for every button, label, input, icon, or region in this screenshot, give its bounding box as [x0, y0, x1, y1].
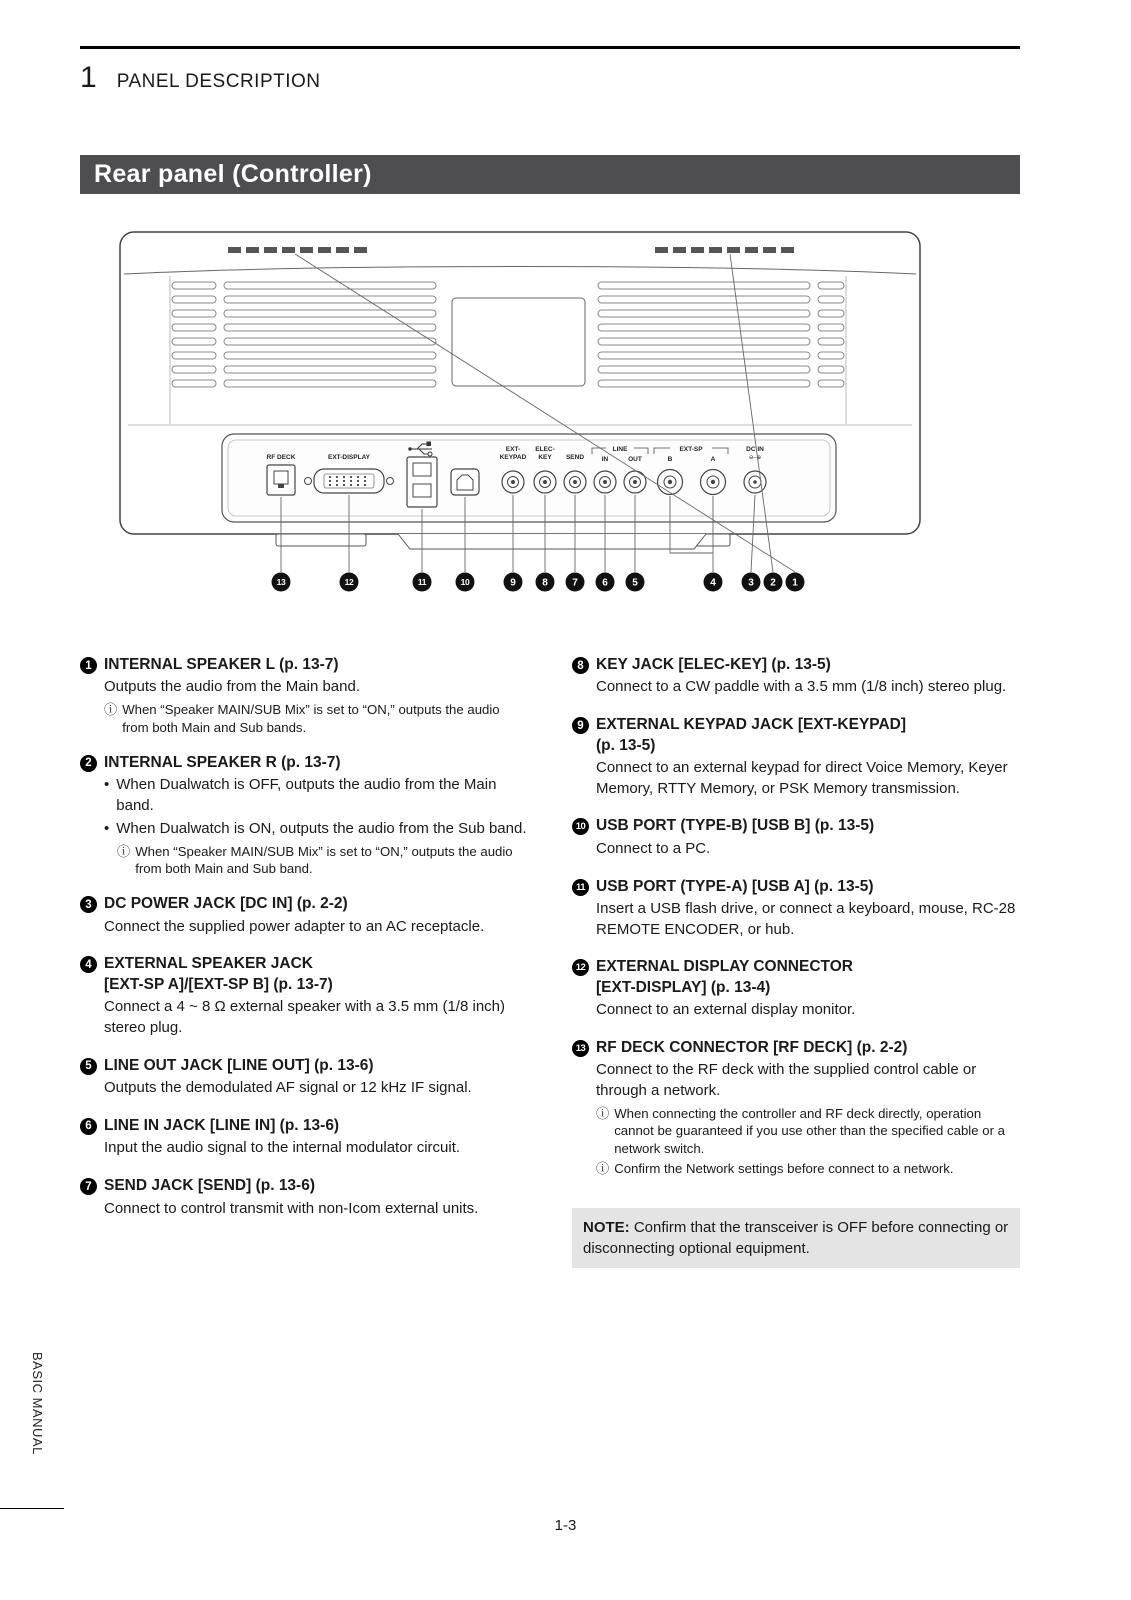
- desc-item-1: [80, 655, 528, 736]
- desc-item-13: [572, 1038, 1020, 1178]
- item-title: LINE IN JACK [LINE IN] (p. 13-6): [104, 1116, 340, 1134]
- info-icon: ⓘ: [104, 702, 118, 718]
- svg-text:4: 4: [710, 577, 716, 589]
- left-column: [80, 655, 528, 1268]
- svg-text:10: 10: [460, 577, 470, 588]
- callout-12: [340, 573, 359, 592]
- ext-display-label: EXT-DISPLAY: [327, 454, 371, 461]
- svg-text:5: 5: [632, 577, 638, 589]
- callout-5: [626, 573, 645, 592]
- send-jack: [564, 454, 586, 493]
- item-number-badge: 11: [572, 879, 589, 896]
- item-title: DC POWER JACK [DC IN] (p. 2-2): [104, 895, 348, 913]
- desc-item-2: [80, 753, 528, 877]
- elec-key-label-bottom: KEY: [538, 454, 552, 461]
- item-title: USB PORT (TYPE-B) [USB B] (p. 13-5): [596, 817, 875, 835]
- section-title: Rear panel (Controller): [94, 160, 372, 188]
- info-text: When “Speaker MAIN/SUB Mix” is set to “ON,” outputs the audio from both Main and Sub band.: [135, 843, 513, 876]
- item-text: Connect to an external display monitor.: [596, 1001, 856, 1019]
- bullet-text: • When Dualwatch is ON, outputs the audio from the Sub band.: [116, 819, 527, 837]
- note-label: NOTE:: [583, 1218, 630, 1236]
- desc-item-3: [80, 894, 528, 937]
- item-number-badge: 8: [572, 657, 589, 674]
- item-text: Connect to the RF deck with the supplied control cable or through a network.: [596, 1061, 977, 1100]
- line-out-label: OUT: [628, 456, 642, 463]
- svg-text:11: 11: [417, 577, 427, 588]
- rear-panel-figure: [80, 220, 1000, 620]
- bullet-item: [104, 775, 528, 816]
- item-number-badge: 7: [80, 1178, 97, 1195]
- desc-item-6: [80, 1116, 528, 1159]
- side-tab-label: BASIC MANUAL: [30, 1352, 45, 1455]
- item-text: Input the audio signal to the internal modulator circuit.: [104, 1139, 461, 1157]
- callouts: [272, 573, 805, 592]
- item-title: INTERNAL SPEAKER R (p. 13-7): [104, 753, 341, 771]
- info-icon: ⓘ: [596, 1161, 610, 1177]
- chapter-number: 1: [80, 61, 97, 94]
- desc-item-12: [572, 957, 1020, 1021]
- rf-deck-label: RF DECK: [266, 454, 296, 461]
- dc-polarity-label: ⊖–⊕: [748, 455, 762, 461]
- item-number-badge: 5: [80, 1058, 97, 1075]
- item-text: Connect to a CW paddle with a 3.5 mm (1/8 inch) stereo plug.: [596, 678, 1007, 696]
- item-title: EXTERNAL KEYPAD JACK [EXT-KEYPAD]: [596, 716, 907, 734]
- callout-6: [596, 573, 615, 592]
- item-number-badge: 9: [572, 717, 589, 734]
- item-text: Outputs the demodulated AF signal or 12 kHz IF signal.: [104, 1079, 472, 1097]
- note-box: [572, 1208, 1020, 1268]
- item-text: Connect to control transmit with non-Icom external units.: [104, 1199, 479, 1217]
- callout-8: [536, 573, 555, 592]
- item-title: LINE OUT JACK [LINE OUT] (p. 13-6): [104, 1056, 374, 1074]
- center-panel: [452, 298, 585, 386]
- elec-key-label-top: ELEC-: [535, 446, 555, 453]
- side-rule: [0, 1508, 64, 1509]
- section-title-bar: [80, 155, 1020, 194]
- item-text: Connect a 4 ~ 8 Ω external speaker with a 3.5 mm (1/8 inch) stereo plug.: [104, 998, 505, 1037]
- ext-keypad-label-bottom: KEYPAD: [499, 454, 527, 461]
- info-icon: ⓘ: [596, 1105, 610, 1121]
- item-number-badge: 4: [80, 956, 97, 973]
- ext-sp-group-label: EXT-SP: [679, 446, 703, 453]
- item-number-badge: 12: [572, 959, 589, 976]
- desc-item-4: [80, 954, 528, 1038]
- ext-sp-a-jack: [701, 470, 726, 495]
- send-label: SEND: [565, 454, 585, 461]
- desc-item-10: [572, 816, 1020, 859]
- svg-text:2: 2: [770, 577, 776, 589]
- chapter-heading: [80, 61, 1020, 95]
- svg-text:8: 8: [542, 577, 548, 589]
- item-number-badge: 3: [80, 896, 97, 913]
- ext-sp-b-jack: [658, 470, 683, 495]
- rear-panel-diagram: [80, 220, 1020, 625]
- callout-2: [764, 573, 783, 592]
- item-text: Connect to a PC.: [596, 839, 711, 857]
- item-title-line2: [EXT-DISPLAY] (p. 13-4): [596, 978, 771, 996]
- line-in-label: IN: [601, 456, 609, 463]
- line-group-label: LINE: [612, 446, 628, 453]
- info-text: Confirm the Network settings before connect to a network.: [614, 1161, 954, 1177]
- usb-b-port: [451, 469, 479, 495]
- item-text: Connect to an external keypad for direct Voice Memory, Keyer Memory, RTTY Memory, or PSK Memory transmission.: [596, 759, 1008, 797]
- desc-item-8: [572, 655, 1020, 698]
- desc-item-11: [572, 877, 1020, 941]
- svg-text:1: 1: [792, 577, 798, 589]
- callout-7: [566, 573, 585, 592]
- usb-a-ports: [407, 457, 437, 507]
- item-number-badge: 1: [80, 657, 97, 674]
- line-out-jack: [624, 471, 646, 493]
- item-title: EXTERNAL SPEAKER JACK: [104, 955, 314, 973]
- unit-feet: [276, 534, 730, 549]
- item-title: EXTERNAL DISPLAY CONNECTOR: [596, 958, 853, 976]
- item-text: Connect the supplied power adapter to an AC receptacle.: [104, 917, 485, 935]
- callout-1: [786, 573, 805, 592]
- item-title: SEND JACK [SEND] (p. 13-6): [104, 1177, 315, 1195]
- item-number-badge: 2: [80, 755, 97, 772]
- svg-text:3: 3: [748, 577, 754, 589]
- info-text: When connecting the controller and RF deck directly, operation cannot be guaranteed if you use other than the specified cable or a network switch.: [614, 1105, 1005, 1156]
- item-title: INTERNAL SPEAKER L (p. 13-7): [104, 656, 339, 673]
- callout-4: [704, 573, 723, 592]
- header-rule: [80, 46, 1020, 49]
- callout-13: [272, 573, 291, 592]
- bullet-item: [104, 819, 528, 840]
- svg-text:13: 13: [276, 577, 286, 588]
- item-title: USB PORT (TYPE-A) [USB A] (p. 13-5): [596, 877, 874, 895]
- item-number-badge: 6: [80, 1118, 97, 1135]
- svg-text:7: 7: [572, 577, 578, 589]
- item-title: RF DECK CONNECTOR [RF DECK] (p. 2-2): [596, 1038, 908, 1056]
- item-title-line2: [EXT-SP A]/[EXT-SP B] (p. 13-7): [104, 975, 333, 993]
- item-number-badge: 10: [572, 818, 589, 835]
- info-text: When “Speaker MAIN/SUB Mix” is set to “ON,” outputs the audio from both Main and Sub bands.: [122, 702, 500, 735]
- bullet-text: • When Dualwatch is OFF, outputs the audio from the Main band.: [116, 776, 497, 815]
- ext-keypad-label-top: EXT-: [505, 446, 521, 453]
- callout-10: [456, 573, 475, 592]
- item-title-line2: (p. 13-5): [596, 736, 656, 754]
- desc-item-5: [80, 1056, 528, 1099]
- rf-deck-jack: [267, 454, 296, 495]
- info-note: [104, 701, 528, 736]
- svg-text:9: 9: [510, 577, 516, 589]
- svg-text:6: 6: [602, 577, 608, 589]
- right-column: [572, 655, 1020, 1268]
- chapter-title: PANEL DESCRIPTION: [116, 71, 321, 92]
- note-text: Confirm that the transceiver is OFF before connecting or disconnecting optional equipment.: [583, 1218, 1009, 1257]
- callout-11: [413, 573, 432, 592]
- desc-item-7: [80, 1176, 528, 1219]
- svg-text:12: 12: [344, 577, 354, 588]
- ext-sp-b-label: B: [667, 456, 673, 463]
- item-text: Insert a USB flash drive, or connect a keyboard, mouse, RC-28 REMOTE ENCODER, or hub.: [596, 900, 1016, 938]
- line-in-jack: [594, 471, 616, 493]
- info-note: [596, 1105, 1020, 1157]
- callout-9: [504, 573, 523, 592]
- info-note: [596, 1160, 1020, 1177]
- info-note: [117, 843, 528, 878]
- info-icon: ⓘ: [117, 843, 131, 859]
- callout-3: [742, 573, 761, 592]
- dc-in-label: DC IN: [746, 446, 764, 453]
- item-title: KEY JACK [ELEC-KEY] (p. 13-5): [596, 656, 831, 673]
- page-number: 1-3: [554, 1517, 577, 1534]
- item-text: Outputs the audio from the Main band.: [104, 678, 360, 696]
- ext-sp-a-label: A: [710, 456, 716, 463]
- desc-item-9: [572, 715, 1020, 799]
- item-number-badge: 13: [572, 1040, 589, 1057]
